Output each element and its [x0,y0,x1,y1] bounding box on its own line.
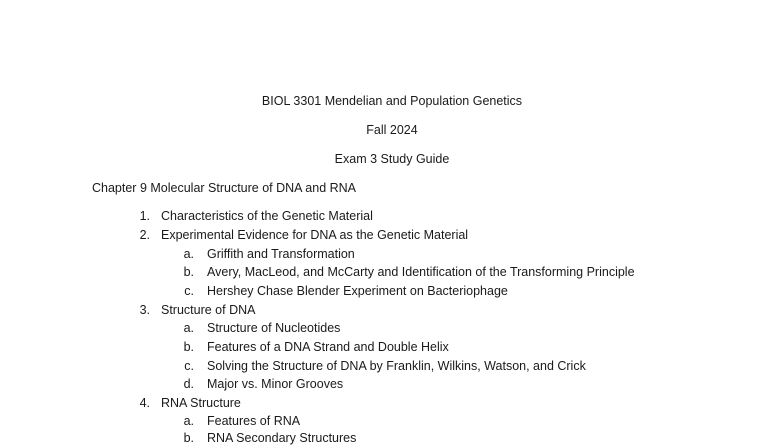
list-marker: 4. [139,396,150,410]
sublist-marker: a. [183,321,194,335]
sublist-marker: b. [183,340,194,354]
term-label: Fall 2024 [366,123,418,137]
list-item: Characteristics of the Genetic Material [161,209,373,223]
sublist-item: Features of a DNA Strand and Double Helix [207,340,449,354]
sublist-marker: b. [183,265,194,279]
sublist-marker: d. [183,377,194,391]
chapter-heading: Chapter 9 Molecular Structure of DNA and RNA [92,181,357,195]
sublist-item: Solving the Structure of DNA by Franklin, Wilkins, Watson, and Crick [207,359,586,373]
course-title: BIOL 3301 Mendelian and Population Genetics [261,94,523,108]
sublist-item: Griffith and Transformation [207,247,355,261]
sublist-marker: b. [183,431,194,445]
list-marker: 3. [139,303,150,317]
list-item: Structure of DNA [161,303,256,317]
sublist-item: Hershey Chase Blender Experiment on Bacteriophage [207,284,508,298]
sublist-item: Major vs. Minor Grooves [207,377,344,391]
sublist-item: Avery, MacLeod, and McCarty and Identification of the Transforming Principle [207,265,635,279]
sublist-item: Structure of Nucleotides [207,321,341,335]
document-title: Exam 3 Study Guide [334,152,450,166]
sublist-marker: a. [183,247,194,261]
list-item: Experimental Evidence for DNA as the Genetic Material [161,228,469,242]
list-marker: 1. [139,209,150,223]
sublist-marker: c. [184,284,194,298]
sublist-marker: c. [184,359,194,373]
sublist-item: RNA Secondary Structures [207,431,357,445]
sublist-item: Features of RNA [207,414,301,428]
list-item: RNA Structure [161,396,241,410]
sublist-marker: a. [183,414,194,428]
list-marker: 2. [139,228,150,242]
